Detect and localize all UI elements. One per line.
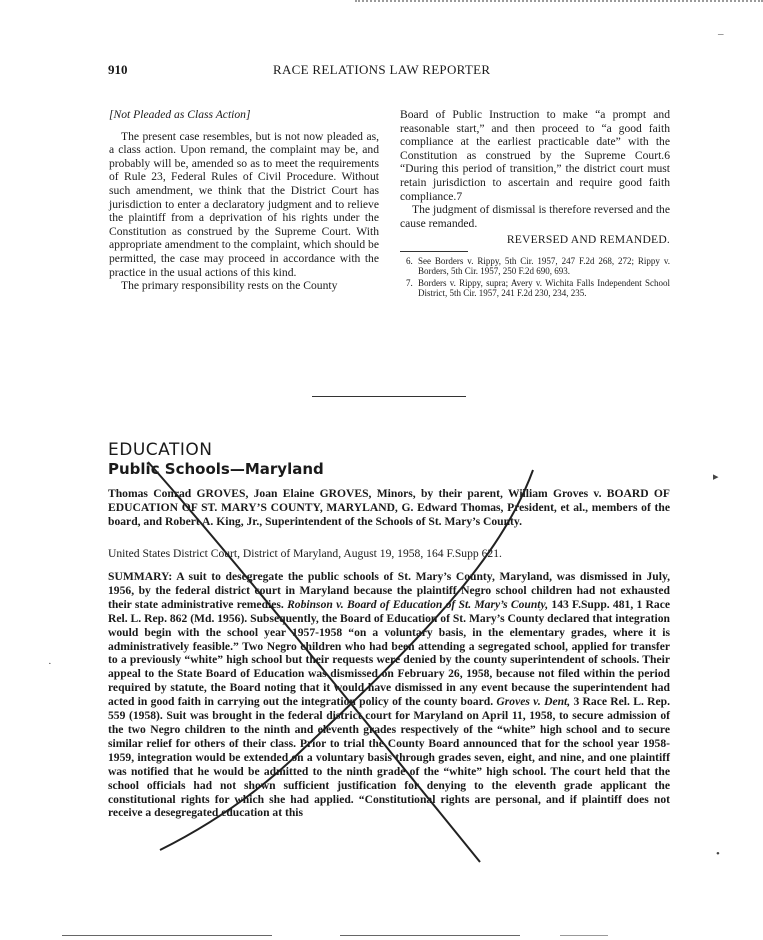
page-number: 910 — [108, 62, 128, 77]
scan-mark: ‒ — [718, 28, 724, 40]
case-citation: Robinson v. Board of Education of St. Mary’s County, — [287, 597, 549, 611]
body-paragraph: Board of Public Instruction to make “a prompt and reasonable start,” and then proceed to “a good faith compliance at the earliest practicable date” with the Constitution as construed by the Supreme Court.6 “During this period of transition,” the district court must retain jurisdiction to ascertain and require good faith compliance.7 — [400, 108, 670, 203]
section-subheading: [Not Pleaded as Class Action] — [109, 108, 251, 121]
scan-edge-rule — [340, 935, 520, 936]
running-header-title: RACE RELATIONS LAW REPORTER — [273, 62, 491, 77]
scan-mark: ▸ — [713, 471, 719, 483]
footnote-number: 7. — [406, 277, 413, 288]
summary-label: SUMMARY: — [108, 570, 173, 583]
topic-heading: EDUCATION — [108, 440, 213, 460]
subtopic-heading: Public Schools—Maryland — [108, 460, 324, 478]
body-paragraph: The primary responsibility rests on the County — [121, 279, 338, 293]
summary-text: 3 Race Rel. L. Rep. 559 (1958). Suit was brought in the federal district court for Maryland on April 11, 1958, to secure admission of the two Negro children to the ninth and eleventh grades respectively of the “white” high school and to secure similar relief for others of their class. Prior to trial the County Board announced that for the school year 1958-1959, integration would be extended on a voluntary basis through grades seven, eight, and nine, and one plaintiff was notified that he would be admitted to the ninth grade of the “white” high school. The court held that the school officials had not shown sufficient justification for denying to the eleventh grade applicant the constitutional rights for which she had applied. “Constitutional rights are personal, and if plaintiff does not receive a desegregated education at this — [108, 695, 670, 820]
scan-mark: · — [48, 658, 52, 670]
case-citation: Groves v. Dent, — [496, 695, 571, 709]
body-paragraph: The present case resembles, but is not now pleaded as, a class action. Upon remand, the complaint may be, and probably will be, amended so as to meet the requirements of Rule 23, Federal Rules of Civil Procedure. Without such amendment, we think that the District Court has jurisdiction to enter a declaratory judgment and to relieve the plaintiff from a deprivation of his rights under the Constitution as construed by the Supreme Court. With appropriate amendment to the complaint, which should be permitted, the case may proceed in accordance with the practice in the usual actions of this kind. — [109, 129, 379, 279]
summary-text: 143 F.Supp. 481, 1 Race Rel. L. Rep. 862 (Md. 1956). Subsequently, the Board of Education of St. Mary’s County declared that integration would begin with the school year 1957-1958 “on a voluntary basis, in the elementary grades, where it is administratively feasible.” Two Negro children who had been attending a segregated school, applied for transfer to a previously “white” high school but their requests were denied by the county superintendent of schools. Their appeal to the State Board of Education was dismissed on February 26, 1958, because not filed within the period required by statute, the Board noting that it would have dismissed in any event because the superintendent had acted in good faith in carrying out the integration policy of the county board. — [108, 597, 670, 709]
court-citation: United States District Court, District of Maryland, August 19, 1958, 164 F.Supp 621. — [108, 547, 502, 560]
scan-mark: • — [716, 848, 720, 860]
footnote-number: 6. — [406, 255, 413, 266]
disposition: REVERSED AND REMANDED. — [506, 233, 670, 247]
footnote-text: Borders v. Rippy, supra; Avery v. Wichita Falls Independent School District, 5th Cir. 1957, 241 F.2d 230, 234, 235. — [418, 277, 670, 298]
body-paragraph: The judgment of dismissal is therefore reversed and the cause remanded. — [400, 203, 670, 230]
footnote-text: See Borders v. Rippy, 5th Cir. 1957, 247 F.2d 268, 272; Rippy v. Borders, 5th Cir. 1957, 250 F.2d 690, 693. — [418, 255, 670, 276]
scan-edge-rule — [62, 935, 272, 936]
scan-edge-rule — [560, 935, 608, 936]
summary-text: A suit to desegregate the public schools of St. Mary’s County, Maryland, was dismissed in July, 1956, by the federal district court in Maryland because the plaintiff Negro school children had not exhausted their state administrative remedies. — [108, 570, 670, 611]
case-parties: Thomas Conrad GROVES, Joan Elaine GROVES, Minors, by their parent, William Groves v. BOARD OF EDUCATION OF ST. MARY’S COUNTY, MARYLAND, G. Edward Thomas, President, et al., members of the board, and Robert A. King, Jr., Superintendent of the Schools of St. Mary’s County. — [108, 487, 670, 528]
